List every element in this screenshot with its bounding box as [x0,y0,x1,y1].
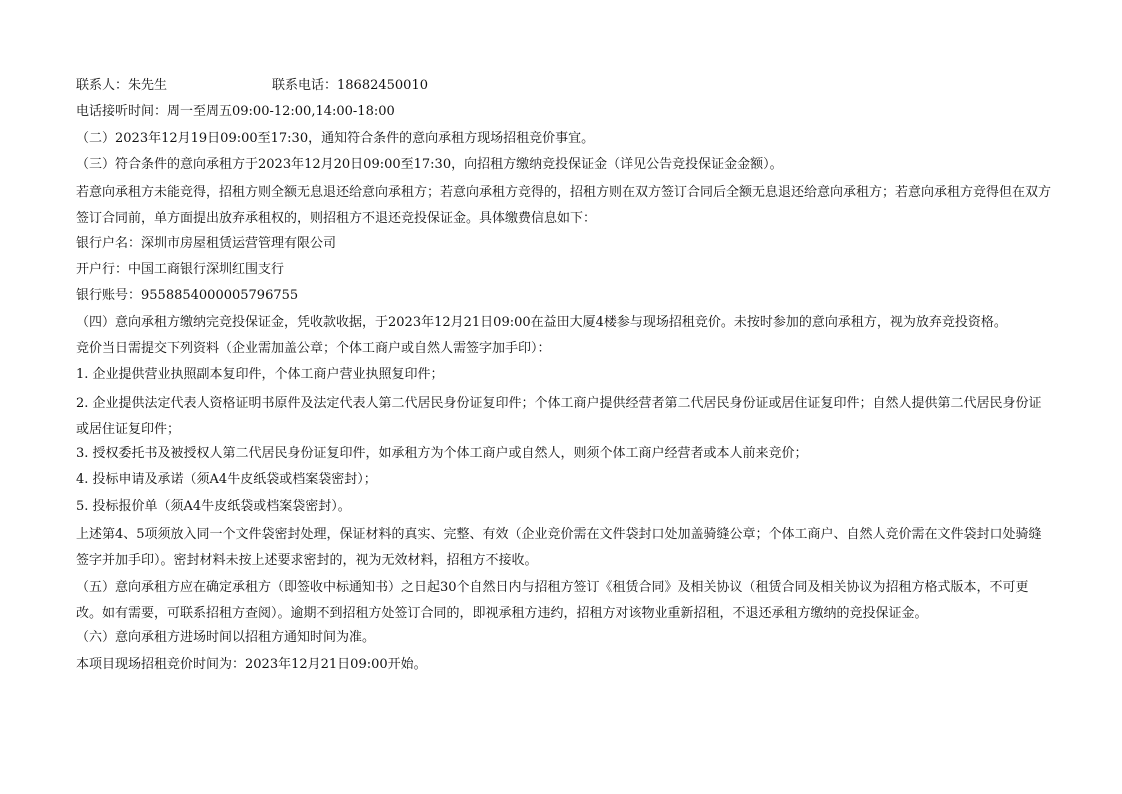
contact-phone: 联系电话：18682450010 [272,78,428,93]
phone-hours: 电话接听时间：周一至周五09:00-12:00,14:00-18:00 [76,104,395,120]
materials-intro: 竞价当日需提交下列资料（企业需加盖公章；个体工商户或自然人需签字加手印）： [76,340,551,356]
material-1: 1. 企业提供营业执照副本复印件，个体工商户营业执照复印件； [76,367,444,383]
item-2: （二）2023年12月19日09:00至17:30，通知符合条件的意向承租方现场招租竞价事宜。 [76,130,595,146]
contact-line [76,75,1052,97]
material-5: 5. 投标报价单（须A4牛皮纸袋或档案袋密封）。 [76,498,351,514]
seal-note: 上述第4、5项须放入同一个文件袋密封处理，保证材料的真实、完整、有效（企业竞价需在文件袋封口处加盖骑缝公章；个体工商户、自然人竞价需在文件袋封口处骑缝签字并加手印）。密封材料未按上述要求密封的，视为无效材料，招租方不接收。 [76,527,1042,569]
item-4: （四）意向承租方缴纳完竞投保证金，凭收款收据，于2023年12月21日09:00在益田大厦4楼参与现场招租竞价。未按时参加的意向承租方，视为放弃竞投资格。 [76,314,1007,330]
bank-account-number: 银行账号：9558854000005796755 [76,288,299,304]
bank-name: 开户行：中国工商银行深圳红围支行 [76,262,285,278]
auction-time: 本项目现场招租竞价时间为：2023年12月21日09:00开始。 [76,656,427,672]
material-3: 3. 授权委托书及被授权人第二代居民身份证复印件，如承租方为个体工商户或自然人，则须个体工商户经营者或本人前来竞价； [76,446,808,462]
item-6: （六）意向承租方进场时间以招租方通知时间为准。 [76,630,376,646]
item-5: （五）意向承租方应在确定承租方（即签收中标通知书）之日起30个自然日内与招租方签订《租赁合同》及相关协议（租赁合同及相关协议为招租方格式版本，不可更改。如有需要，可联系招租方查阅）。逾期不到招租方处签订合同的，即视承租方违约，招租方对该物业重新招租，不退还承租方缴纳的竞投保证金。 [76,579,1029,621]
material-2: 2. 企业提供法定代表人资格证明书原件及法定代表人第二代居民身份证复印件；个体工商户提供经营者第二代居民身份证或居住证复印件；自然人提供第二代居民身份证或居住证复印件； [76,395,1042,437]
contact-person: 联系人：朱先生 [76,78,168,93]
material-4: 4. 投标申请及承诺（须A4牛皮纸袋或档案袋密封）； [76,472,377,488]
item-3-detail: 若意向承租方未能竞得，招租方则全额无息退还给意向承租方；若意向承租方竞得的，招租方则在双方签订合同后全额无息退还给意向承租方；若意向承租方竞得但在双方签订合同前，单方面提出放弃承租权的，则招租方不退还竞投保证金。具体缴费信息如下： [76,185,1052,227]
document-page [76,75,1052,680]
item-3: （三）符合条件的意向承租方于2023年12月20日09:00至17:30，向招租方缴纳竞投保证金（详见公告竞投保证金金额）。 [76,156,783,172]
bank-account-name: 银行户名：深圳市房屋租赁运营管理有限公司 [76,235,337,251]
